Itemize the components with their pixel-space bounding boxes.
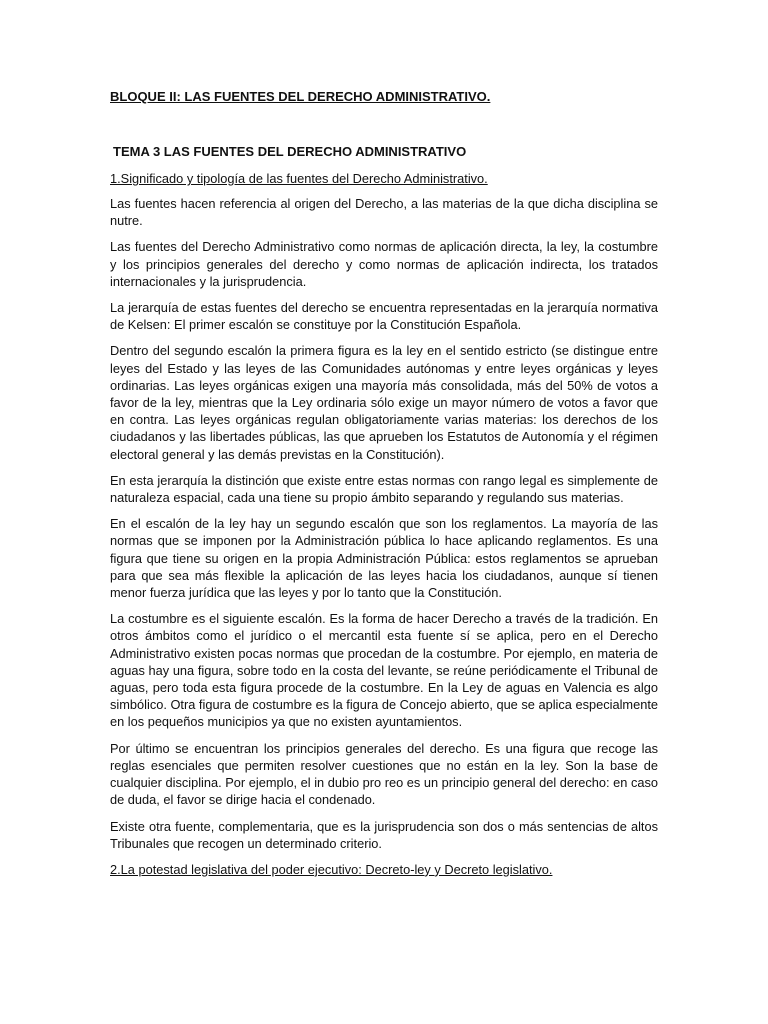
paragraph-naturaleza-espacial: En esta jerarquía la distinción que existe entre estas normas con rango legal es simplemente de naturaleza espacial, cada una tiene su propio ámbito separando y regulando sus materias. bbox=[110, 472, 658, 506]
paragraph-costumbre: La costumbre es el siguiente escalón. Es la forma de hacer Derecho a través de la tradición. En otros ámbitos como el jurídico o el mercantil esta fuente sí se aplica, pero en el Derecho Administrativo existen pocas normas que procedan de la costumbre. Por ejemplo, en materia de aguas hay una figura, sobre todo en la costa del levante, se reúne periódicamente el Tribunal de aguas, pero toda esta figura procede de la costumbre. En la Ley de aguas en Valencia es algo simbólico. Otra figura de costumbre es la figura de Concejo abierto, que se aplica especialmente en los pequeños municipios ya que no existen ayuntamientos. bbox=[110, 611, 658, 730]
paragraph-reglamentos: En el escalón de la ley hay un segundo escalón que son los reglamentos. La mayoría de las normas que se imponen por la Administración pública lo hace aplicando reglamentos. Es una figura que tiene su origen en la propia Administración Pública: estos reglamentos se aprueban para que sea más flexible la aplicación de las leyes hacia los ciudadanos, aunque sí tienen menor fuerza jurídica que las leyes y por lo tanto que la Constitución. bbox=[110, 516, 658, 601]
paragraph-jerarquia-kelsen: La jerarquía de estas fuentes del derecho se encuentra representadas en la jerarquía normativa de Kelsen: El primer escalón se constituye por la Constitución Española. bbox=[110, 300, 658, 333]
section-1-heading: 1.Significado y tipología de las fuentes del Derecho Administrativo. bbox=[110, 171, 488, 186]
document-page bbox=[110, 88, 658, 886]
section-2-heading: 2.La potestad legislativa del poder ejecutivo: Decreto-ley y Decreto legislativo. bbox=[110, 861, 553, 877]
paragraph-fuentes-origen: Las fuentes hacen referencia al origen del Derecho, a las materias de la que dicha disciplina se nutre. bbox=[110, 196, 658, 229]
paragraph-segundo-escalon: Dentro del segundo escalón la primera figura es la ley en el sentido estricto (se distingue entre leyes del Estado y las leyes de las Comunidades autónomas y entre leyes orgánicas y leyes ordinarias. Las leyes orgánicas exigen una mayoría más consolidada, más del 50% de votos a favor de la ley, mientras que la Ley ordinaria sólo exige un mayor número de votos a favor que en contra. Las leyes orgánicas regulan obligatoriamente varias materias: los derechos de los ciudadanos y las libertades públicas, las que aprueben los Estatutos de Autonomía y el régimen electoral general y las demás previstas en la Constitución). bbox=[110, 343, 658, 462]
tema-title: TEMA 3 LAS FUENTES DEL DERECHO ADMINISTRATIVO bbox=[113, 144, 467, 159]
paragraph-principios-generales: Por último se encuentran los principios generales del derecho. Es una figura que recoge las reglas esenciales que permiten resolver cuestiones que no están en la ley. Son la base de cualquier disciplina. Por ejemplo, el in dubio pro reo es un principio general del derecho: en caso de duda, el favor se dirige hacia el condenado. bbox=[110, 740, 658, 808]
paragraph-jurisprudencia: Existe otra fuente, complementaria, que es la jurisprudencia son dos o más sentencias de altos Tribunales que recogen un determinado criterio. bbox=[110, 818, 658, 851]
paragraph-aplicacion-directa: Las fuentes del Derecho Administrativo como normas de aplicación directa, la ley, la costumbre y los principios generales del derecho y como normas de aplicación indirecta, los tratados internacionales y la jurisprudencia. bbox=[110, 239, 658, 289]
bloque-title: BLOQUE II: LAS FUENTES DEL DERECHO ADMINISTRATIVO. bbox=[110, 89, 491, 104]
